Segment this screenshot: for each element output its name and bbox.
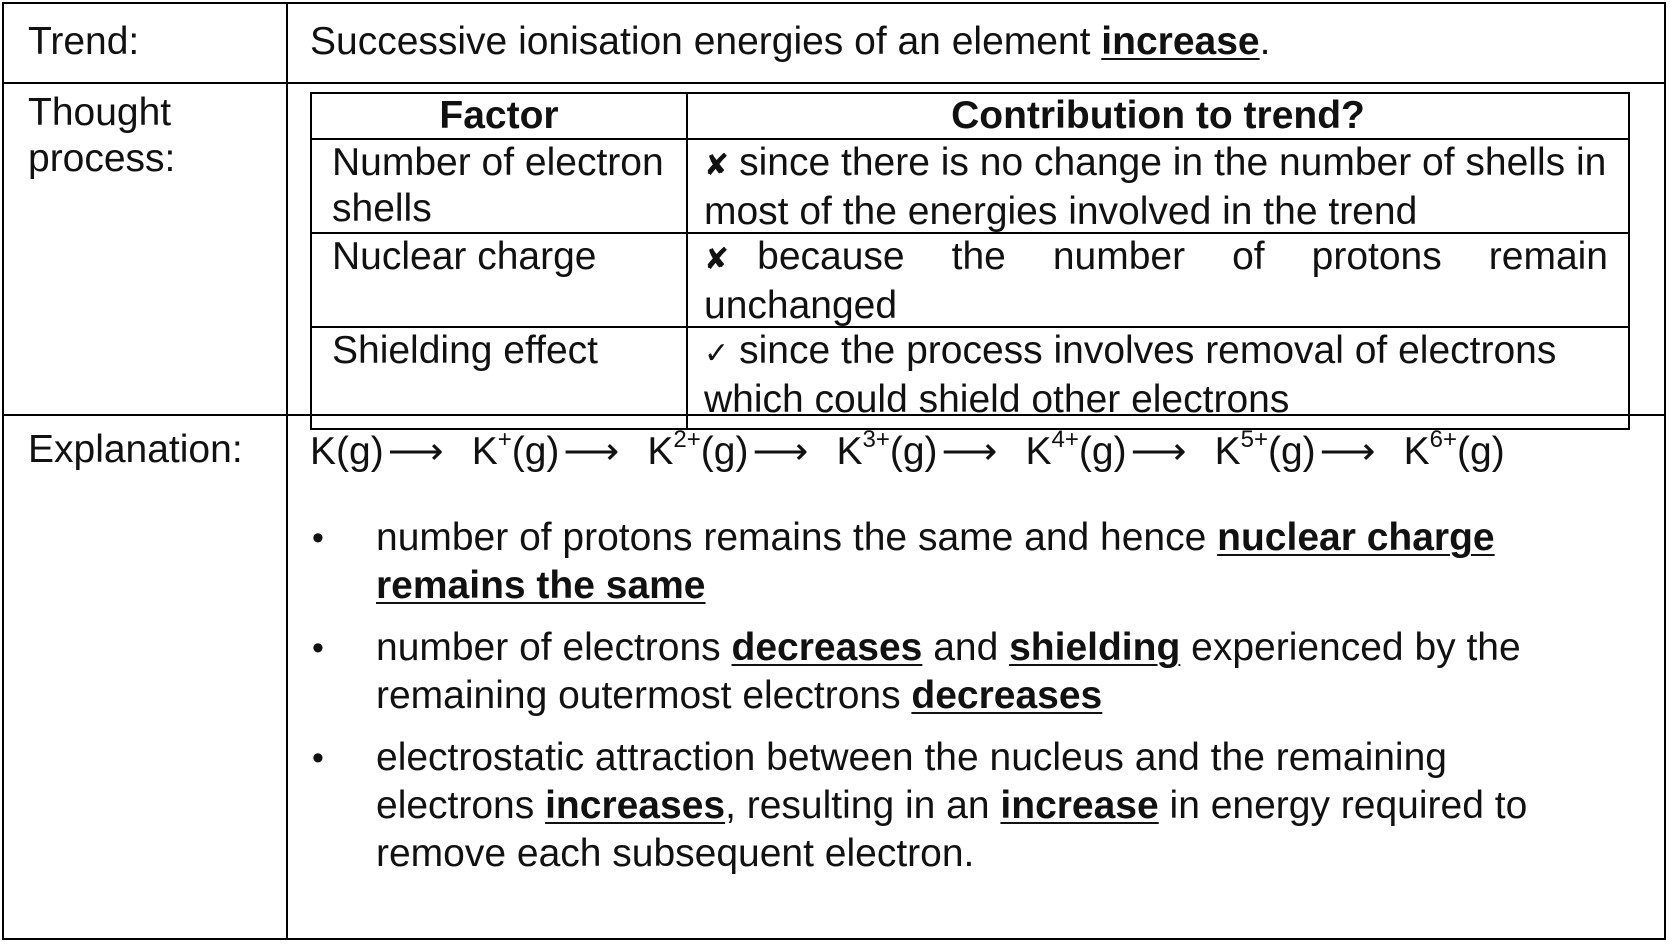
factor-row (312, 140, 1628, 234)
ionisation-equation (310, 428, 1505, 476)
reaction-arrow: ⟶ (387, 430, 438, 473)
explanation-row (4, 416, 1664, 938)
reaction-arrow: ⟶ (563, 430, 614, 473)
factor-row (312, 328, 1628, 428)
contribution-text: ✓ since the process involves removal of electrons which could shield other electrons (704, 329, 1557, 421)
factor-name: Nuclear charge (332, 235, 597, 278)
species: K(g) (310, 430, 384, 473)
species: $K^{3+}(g)$ (836, 426, 938, 473)
bullet-dot: • (312, 629, 324, 667)
factor-name: Shielding effect (332, 329, 598, 372)
reaction-arrow: ⟶ (941, 430, 992, 473)
reaction-arrow: ⟶ (1130, 430, 1181, 473)
factor-row (312, 234, 1628, 328)
trend-row (4, 4, 1664, 84)
bullet-item: • electrostatic attraction between the nucleus and the remaining electrons increases, resulting in an increase in energy required to remove each subsequent electron. (312, 736, 1528, 875)
contribution-header: Contribution to trend? (951, 94, 1365, 137)
trend-text: Successive ionisation energies of an element increase. (310, 20, 1271, 63)
cross-icon: ✘ (704, 243, 730, 276)
trend-label: Trend: (28, 20, 140, 63)
bullet-item: • number of electrons decreases and shielding experienced by the remaining outermost electrons decreases (312, 626, 1521, 717)
species: K+(g) (471, 426, 560, 473)
bullet-item: • number of protons remains the same and hence nuclear charge remains the same (312, 516, 1495, 607)
trend-emphasis: increase (1101, 20, 1260, 63)
factor-name: Number of electron shells (332, 141, 664, 230)
cross-icon: ✘ (704, 149, 730, 182)
contribution-text: ✘ since there is no change in the number of shells in most of the energies involved in the trend (704, 141, 1607, 233)
thought-label: Thought process: (28, 91, 176, 180)
explanation-bullets (310, 514, 1594, 892)
explanation-label: Explanation: (28, 428, 243, 471)
species: $K^{5+}(g)$ (1214, 426, 1316, 473)
reaction-arrow: ⟶ (752, 430, 803, 473)
thought-row (4, 84, 1664, 421)
contribution-text: ✘ because the number of protons remain unchanged (704, 235, 1608, 327)
factor-header: Factor (439, 94, 559, 137)
species: $K^{6+}(g)$ (1403, 426, 1505, 473)
factor-table (310, 92, 1630, 430)
bullet-dot: • (312, 739, 324, 777)
notes-table (2, 2, 1666, 940)
factor-header-row (312, 94, 1628, 140)
reaction-arrow: ⟶ (1319, 430, 1370, 473)
check-icon: ✓ (704, 337, 730, 370)
species: $K^{4+}(g)$ (1025, 426, 1127, 473)
species: $K^{2+}(g)$ (647, 426, 749, 473)
bullet-dot: • (312, 519, 324, 557)
